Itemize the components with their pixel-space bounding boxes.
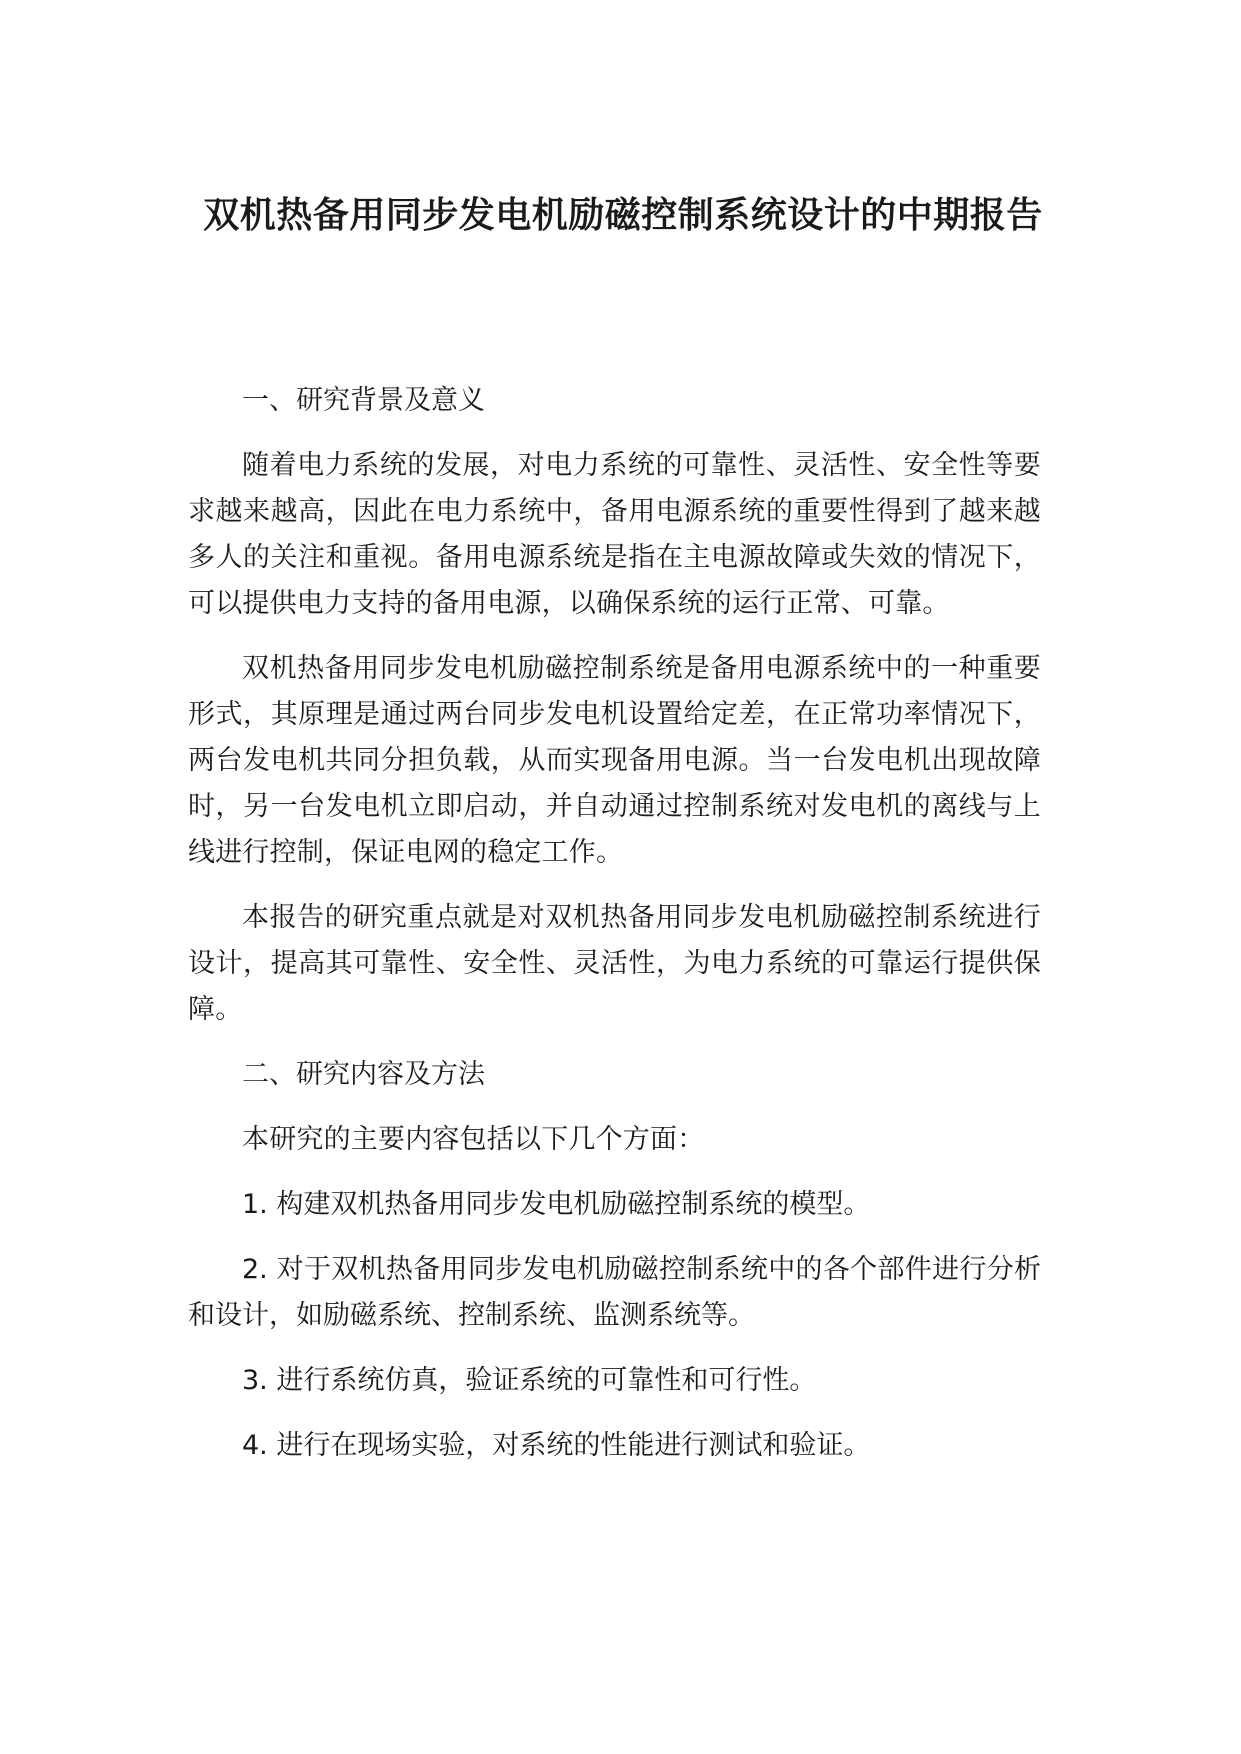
list-item: 3. 进行系统仿真，验证系统的可靠性和可行性。 [242,1365,817,1396]
section-intro: 本研究的主要内容包括以下几个方面： [242,1124,705,1155]
document-title: 双机热备用同步发电机励磁控制系统设计的中期报告 [203,195,1043,236]
section-heading-2: 二、研究内容及方法 [242,1059,485,1090]
list-item: 2. 对于双机热备用同步发电机励磁控制系统中的各个部件进行分析和设计，如励磁系统、控制系统、监测系统等。 [188,1254,1041,1331]
list-item: 1. 构建双机热备用同步发电机励磁控制系统的模型。 [242,1189,871,1220]
list-item: 4. 进行在现场实验，对系统的性能进行测试和验证。 [242,1430,871,1461]
section-heading-1: 一、研究背景及意义 [242,385,485,416]
paragraph: 双机热备用同步发电机励磁控制系统是备用电源系统中的一种重要形式，其原理是通过两台同步发电机设置给定差，在正常功率情况下，两台发电机共同分担负载，从而实现备用电源。当一台发电机出现故障时，另一台发电机立即启动，并自动通过控制系统对发电机的离线与上线进行控制，保证电网的稳定工作。 [188,653,1041,868]
document-body [188,378,1041,1488]
paragraph: 随着电力系统的发展，对电力系统的可靠性、灵活性、安全性等要求越来越高，因此在电力系统中，备用电源系统的重要性得到了越来越多人的关注和重视。备用电源系统是指在主电源故障或失效的情况下，可以提供电力支持的备用电源，以确保系统的运行正常、可靠。 [188,450,1041,619]
paragraph: 本报告的研究重点就是对双机热备用同步发电机励磁控制系统进行设计，提高其可靠性、安全性、灵活性，为电力系统的可靠运行提供保障。 [188,902,1041,1025]
